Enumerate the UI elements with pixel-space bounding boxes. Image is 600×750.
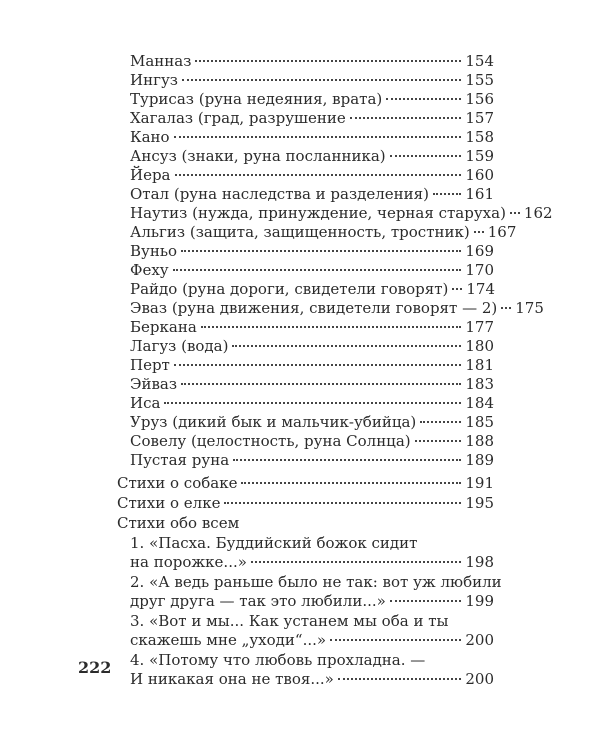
toc-entry-page: 160 — [465, 166, 494, 184]
toc-entry — [130, 166, 494, 185]
leader-dots — [510, 211, 520, 214]
leader-dots — [175, 173, 462, 176]
leader-dots — [173, 268, 462, 271]
poem-title: скажешь мне „уходи“...» — [130, 631, 327, 649]
leader-dots — [386, 97, 461, 100]
toc-entry-title: Манназ — [130, 52, 192, 70]
toc-entry-title: Турисаз (руна недеяния, врата) — [130, 90, 383, 108]
leader-dots — [241, 481, 461, 484]
toc-entry-title: Кано — [130, 128, 170, 146]
poem-line: 1. «Пасха. Буддийский божок сидит — [130, 534, 418, 552]
toc-entry-page: 181 — [465, 356, 494, 374]
toc-entry-title: Лагуз (вода) — [130, 337, 229, 355]
toc-entry — [130, 451, 494, 470]
poem-line: 2. «А ведь раньше было не так: вот уж любили — [130, 573, 502, 591]
toc-entry-page: 157 — [465, 109, 494, 127]
toc-entry-page: 170 — [465, 261, 494, 279]
poem-page: 200 — [465, 631, 494, 649]
toc-section-title: Стихи о елке — [117, 494, 221, 512]
toc-entry-title: Перт — [130, 356, 170, 374]
toc-entry-page: 169 — [465, 242, 494, 260]
toc-entry-title: Наутиз (нужда, принуждение, черная старуха) — [130, 204, 506, 222]
toc-entry-title: Эйваз — [130, 375, 178, 393]
poem-line: 3. «Вот и мы... Как устанем мы оба и ты — [130, 612, 449, 630]
toc-entry — [130, 280, 494, 299]
toc-entry-page: 175 — [515, 299, 544, 317]
toc-entry-page: 159 — [465, 147, 494, 165]
toc-entry — [130, 261, 494, 280]
poem-title: на порожке...» — [130, 553, 247, 571]
poem-line: 4. «Потому что любовь прохладна. — — [130, 651, 426, 669]
toc-entry-title: Эваз (руна движения, свидетели говорят — 2) — [130, 299, 498, 317]
toc-section-title: Стихи о собаке — [117, 474, 238, 492]
toc-entry — [130, 375, 494, 394]
poem-entry — [130, 553, 494, 572]
leader-dots — [232, 344, 461, 347]
toc-entry-title: Йера — [130, 166, 171, 184]
leader-dots — [350, 116, 462, 119]
toc-entry-title: Уруз (дикий бык и мальчик-убийца) — [130, 413, 417, 431]
toc-entry-page: 188 — [465, 432, 494, 450]
leader-dots — [174, 363, 462, 366]
leader-dots — [224, 501, 461, 504]
leader-dots — [251, 560, 461, 563]
toc-entry-title: Ингуз — [130, 71, 178, 89]
toc-section — [117, 474, 494, 493]
leader-dots — [195, 59, 461, 62]
leader-dots — [182, 78, 461, 81]
leader-dots — [164, 401, 461, 404]
toc-entry — [130, 413, 494, 432]
toc-entry-page: 156 — [465, 90, 494, 108]
toc-entry — [130, 147, 494, 166]
leader-dots — [415, 439, 462, 442]
toc-entry-page: 167 — [487, 223, 517, 241]
toc-entry — [130, 52, 494, 71]
toc-section-page: 195 — [465, 494, 494, 512]
toc-entry-title: Альгиз (защита, защищенность, тростник) — [130, 223, 470, 241]
toc-entry-title: Райдо (руна дороги, свидетели говорят) — [130, 280, 449, 298]
leader-dots — [330, 638, 461, 641]
toc-entry — [130, 299, 544, 318]
toc-entry — [130, 128, 494, 147]
toc-entry-page: 154 — [465, 52, 494, 70]
toc-entry — [130, 185, 494, 204]
toc-entry-title: Беркана — [130, 318, 197, 336]
leader-dots — [501, 306, 511, 309]
toc-entry-page: 185 — [465, 413, 494, 431]
toc-entry-title: Иса — [130, 394, 161, 412]
toc-entry-title: Феху — [130, 261, 169, 279]
page-number: 222 — [78, 658, 112, 677]
toc-entry — [130, 204, 553, 223]
toc-entry-page: 189 — [465, 451, 494, 469]
toc-entry-page: 177 — [465, 318, 494, 336]
poem-page: 199 — [465, 592, 494, 610]
poem-entry — [130, 592, 494, 611]
toc-section — [117, 494, 494, 513]
toc-entry — [130, 356, 494, 375]
toc-entry — [130, 242, 494, 261]
toc-entry-title: Совелу (целостность, руна Солнца) — [130, 432, 411, 450]
leader-dots — [474, 230, 484, 233]
toc-entry-title: Хагалаз (град, разрушение — [130, 109, 346, 127]
toc-entry-page: 183 — [465, 375, 494, 393]
poem-entry — [130, 670, 494, 689]
toc-entry — [130, 71, 494, 90]
leader-dots — [174, 135, 462, 138]
poem-page: 200 — [465, 670, 494, 688]
toc-entry-page: 184 — [465, 394, 494, 412]
leader-dots — [390, 599, 462, 602]
toc-entry-title: Отал (руна наследства и разделения) — [130, 185, 429, 203]
poem-title: И никакая она не твоя...» — [130, 670, 334, 688]
toc-entry — [130, 90, 494, 109]
toc-entry — [130, 432, 494, 451]
toc-entry-title: Вуньо — [130, 242, 178, 260]
toc-entry — [130, 337, 494, 356]
leader-dots — [181, 249, 461, 252]
leader-dots — [338, 677, 462, 680]
toc-entry-title: Ансуз (знаки, руна посланника) — [130, 147, 386, 165]
leader-dots — [420, 420, 461, 423]
toc-entry-page: 180 — [465, 337, 494, 355]
toc-entry-page: 174 — [466, 280, 495, 298]
poem-title: друг друга — так это любили...» — [130, 592, 386, 610]
leader-dots — [233, 458, 461, 461]
toc-section-page: 191 — [465, 474, 494, 492]
toc-entry-title: Пустая руна — [130, 451, 230, 469]
toc-entry — [130, 318, 494, 337]
leader-dots — [452, 287, 462, 290]
poems-heading: Стихи обо всем — [117, 514, 240, 532]
leader-dots — [201, 325, 462, 328]
poem-page: 198 — [465, 553, 494, 571]
toc-entry-page: 155 — [465, 71, 494, 89]
leader-dots — [390, 154, 462, 157]
poem-entry — [130, 631, 494, 650]
toc-entry-page: 162 — [523, 204, 553, 222]
leader-dots — [181, 382, 461, 385]
toc-entry — [130, 223, 517, 242]
toc-entry-page: 158 — [465, 128, 494, 146]
leader-dots — [433, 192, 461, 195]
toc-entry-page: 161 — [465, 185, 494, 203]
toc-entry — [130, 394, 494, 413]
toc-entry — [130, 109, 494, 128]
